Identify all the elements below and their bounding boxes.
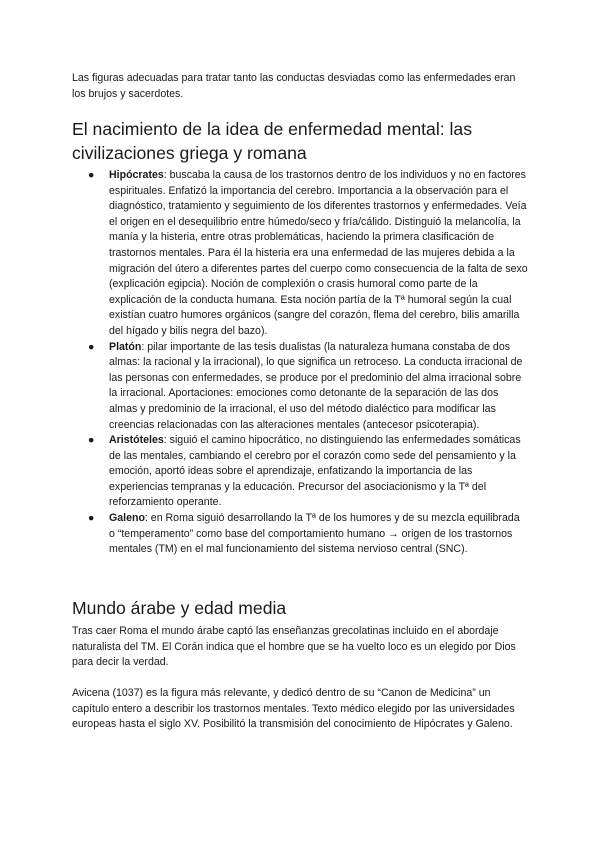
- bullet-list-greek-roman: [72, 168, 528, 558]
- bullet-icon: ●: [88, 512, 95, 525]
- section-heading-greek-roman: El nacimiento de la idea de enfermedad mental: las civilizaciones griega y romana: [72, 119, 473, 163]
- paragraph-avicena: Avicena (1037) es la figura más relevante, y dedicó dentro de su “Canon de Medicina” un capítulo entero a describir los trastornos mentales. Texto médico elegido por las universidades europeas hasta el siglo XV. Posibilitó la transmisión del conocimiento de Hipócrates y Galeno.: [72, 687, 515, 731]
- bullet-icon: ●: [88, 434, 95, 447]
- text-hipocrates: : buscaba la causa de los trastornos dentro de los individuos y no en factores espirituales. Enfatizó la importancia del cerebro. Importancia a la observación para el diagnóstico, tratamiento y seguimiento de los diferentes trastornos y enfermedades. Veía el origen en el desequilibrio entre húmedo/seco y fría/cálido. Distinguió la melancolía, la manía y la histeria, entre otras problemáticas, haciendo la primera clasificación de trastornos mentales. Para él la histeria era una enfermedad de las mujeres debida a la migración del útero a diferentes partes del cuerpo como consecuencia de la falta de sexo (explicación egipcia). Noción de complexión o crasis humoral como parte de la explicación de la conducta humana. Esta noción partía de la Tª humoral según la cual existían cuatro humores orgánicos (sangre del corazón, flema del cerebro, bilis amarilla del hígado y bilis negra del bazo).: [109, 169, 528, 337]
- term-aristoteles: Aristóteles: [109, 434, 164, 447]
- paragraph-arab-world: Tras caer Roma el mundo árabe captó las enseñanzas grecolatinas incluido en el abordaje naturalista del TM. El Corán indica que el hombre que se ha vuelto loco es un elegido por Dios para decir la verdad.: [72, 625, 516, 669]
- term-platon: Platón: [109, 340, 142, 353]
- intro-paragraph: Las figuras adecuadas para tratar tanto las conductas desviadas como las enfermedades eran los brujos y sacerdotes.: [72, 72, 516, 100]
- list-item-galeno: [72, 511, 528, 558]
- text-galeno: : en Roma siguió desarrollando la Tª de los humores y de su mezcla equilibrada o “temperamento” como base del comportamiento humano → origen de los trastornos mentales (TM) en el mal funcionamiento del sistema nervioso central (SNC).: [109, 512, 520, 556]
- list-item-aristoteles: [72, 433, 528, 511]
- term-hipocrates: Hipócrates: [109, 169, 164, 181]
- term-galeno: Galeno: [109, 512, 145, 525]
- bullet-icon: ●: [88, 340, 95, 353]
- text-aristoteles: : siguió el camino hipocrático, no distinguiendo las enfermedades somáticas de las mentales, cambiando el cerebro por el corazón como sede del pensamiento y la emoción, aportó ideas sobre el aprendizaje, enfatizando la importancia de las experiencias tempranas y la educación. Precursor del asociacionismo y la Tª del reforzamiento operante.: [109, 434, 521, 509]
- list-item-platon: [72, 340, 528, 434]
- bullet-icon: ●: [88, 169, 95, 181]
- text-platon: : pilar importante de las tesis dualistas (la naturaleza humana constaba de dos almas: la racional y la irracional), lo que significa un retroceso. La conducta irracional de las personas con enfermedades, se produce por el predominio del alma irracional sobre la irracional. Aportaciones: emociones como detonante de la separación de las dos almas y predominio de la irracional, el uso del método dialéctico para modificar las creencias relacionadas con las alteraciones mentales (antecesor psicoterapia).: [109, 340, 523, 431]
- list-item-hipocrates: [72, 168, 528, 340]
- section-heading-arab-medieval: Mundo árabe y edad media: [72, 598, 287, 618]
